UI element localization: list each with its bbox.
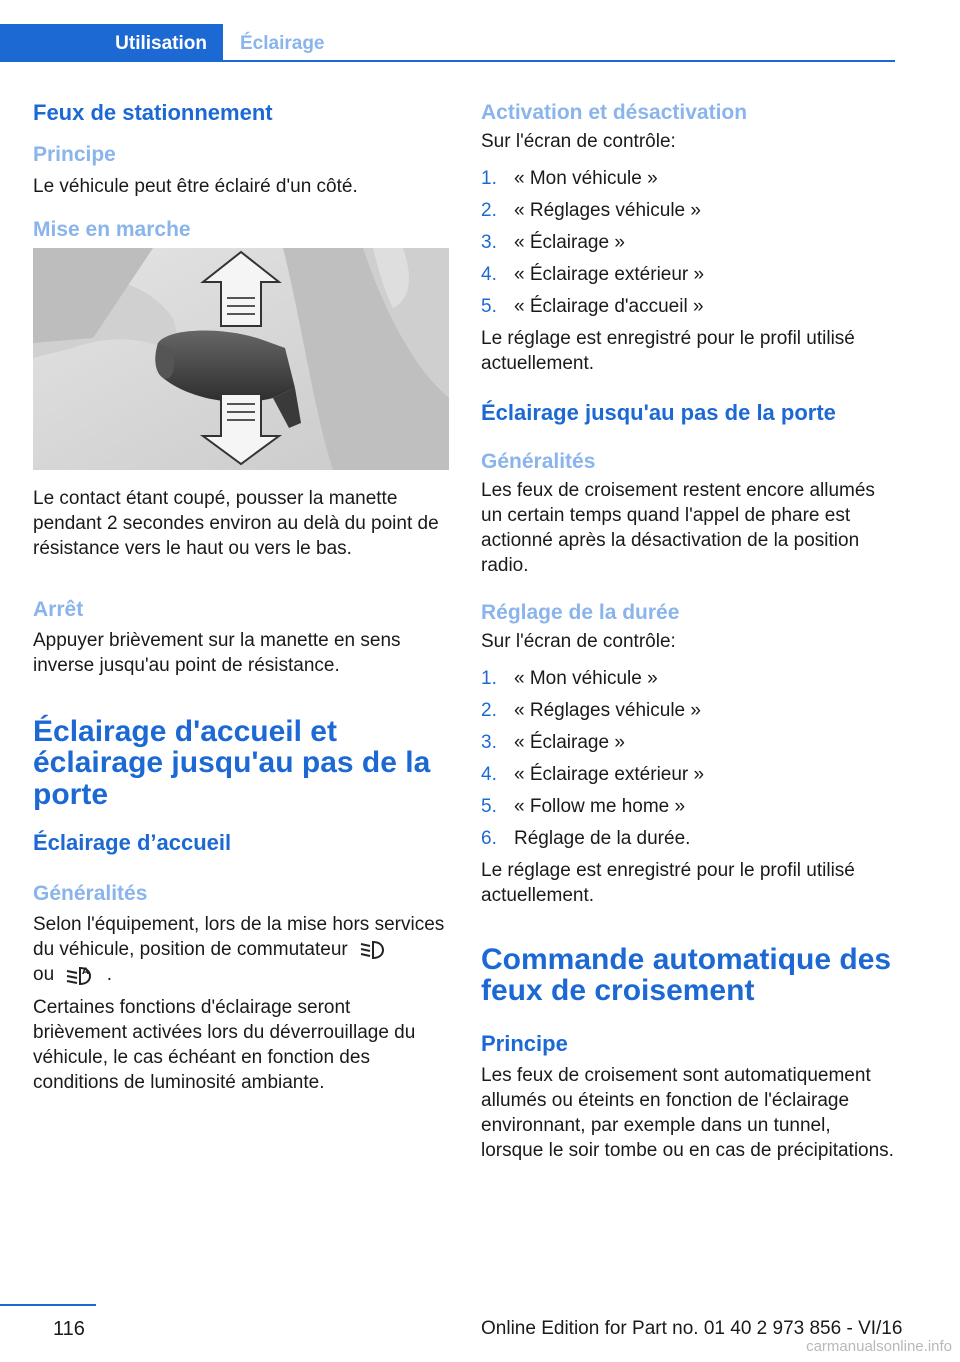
list-item-number: 3. xyxy=(481,731,497,753)
list-item-text: « Éclairage » xyxy=(514,232,625,254)
list-item-text: « Mon véhicule » xyxy=(514,168,658,190)
footer-rule xyxy=(0,1304,96,1306)
text-arret: Appuyer brièvement sur la manette en sens inverse jusqu'au point de résistance. xyxy=(33,629,401,676)
heading-principe-right: Principe xyxy=(481,1030,568,1056)
list-item-number: 2. xyxy=(481,699,497,721)
heading-commande-automatique: Commande automatique des feux de croisement xyxy=(481,942,892,1008)
menu-path-list-accueil xyxy=(481,166,897,319)
tab-utilisation xyxy=(0,24,223,62)
tab-eclairage: Éclairage xyxy=(240,33,325,54)
heading-eclairage-accueil: Éclairage d’accueil xyxy=(33,830,232,856)
list-item-number: 2. xyxy=(481,200,497,222)
heading-arret: Arrêt xyxy=(33,597,84,621)
heading-mise-en-marche: Mise en marche xyxy=(33,217,191,241)
stalk-illustration-svg xyxy=(33,248,449,470)
list-item-text: « Réglages véhicule » xyxy=(514,200,701,222)
list-item xyxy=(481,262,897,287)
auto-headlight-icon xyxy=(65,963,95,987)
heading-reglage-duree: Réglage de la durée xyxy=(481,600,680,624)
text-generalites-2: Certaines fonctions d'éclairage seront brièvement activées lors du déverrouillage du véhicule, le cas échéant en fonction des conditions de luminosité ambiante. xyxy=(33,997,416,1094)
right-column xyxy=(481,100,897,1181)
list-item-number: 3. xyxy=(481,232,497,254)
heading-activation: Activation et désactivation xyxy=(481,101,748,124)
list-item-text: « Éclairage extérieur » xyxy=(514,763,705,785)
heading-generalites-left: Généralités xyxy=(33,881,148,905)
list-item-text: « Éclairage » xyxy=(514,731,625,753)
list-item-number: 5. xyxy=(481,795,497,817)
text-generalites-1 xyxy=(33,912,449,987)
low-beam-parking-icon xyxy=(359,939,385,961)
list-item xyxy=(481,794,897,819)
list-item xyxy=(481,230,897,255)
text-ecran-1: Sur l'écran de contrôle: xyxy=(481,131,676,153)
list-item-number: 5. xyxy=(481,296,497,318)
list-item-number: 1. xyxy=(481,667,497,689)
text-principe-right: Les feux de croisement sont automatiquement allumés ou éteints en fonction de l'éclairage environnant, par exemple dans un tunnel, lorsque le soir tombe ou en cas de précipitations. xyxy=(481,1065,894,1162)
heading-feux-stationnement: Feux de stationnement xyxy=(33,100,273,125)
text-ecran-2: Sur l'écran de contrôle: xyxy=(481,630,676,652)
list-item xyxy=(481,730,897,755)
text-principe: Le véhicule peut être éclairé d'un côté. xyxy=(33,175,358,197)
list-item xyxy=(481,198,897,223)
list-item xyxy=(481,294,897,319)
list-item-text: « Éclairage d'accueil » xyxy=(514,296,704,318)
list-item-number: 6. xyxy=(481,827,497,849)
heading-generalites-right: Généralités xyxy=(481,449,596,473)
list-item-text: Réglage de la durée. xyxy=(514,827,691,849)
page-header xyxy=(0,0,960,64)
text-generalites-1-a: Selon l'équipement, lors de la mise hors services du véhicule, position de commutateur xyxy=(33,914,445,961)
menu-path-list-duree xyxy=(481,666,897,851)
list-item-number: 1. xyxy=(481,168,497,190)
left-column xyxy=(33,100,449,1113)
list-item-text: « Éclairage extérieur » xyxy=(514,264,705,286)
list-item-text: « Follow me home » xyxy=(514,795,686,817)
header-rule xyxy=(0,60,895,62)
text-mise-en-marche: Le contact étant coupé, pousser la manette pendant 2 secondes environ au delà du point de résistance vers le haut ou vers le bas. xyxy=(33,487,439,559)
list-item-text: « Réglages véhicule » xyxy=(514,699,701,721)
heading-pas-porte: Éclairage jusqu'au pas de la porte xyxy=(481,400,836,426)
text-enregistre-2: Le réglage est enregistré pour le profil utilisé actuellement. xyxy=(481,859,855,906)
list-item xyxy=(481,698,897,723)
text-generalites-ou: ou xyxy=(33,964,55,986)
watermark: carmanualsonline.info xyxy=(806,1338,952,1355)
list-item xyxy=(481,666,897,691)
list-item xyxy=(481,166,897,191)
list-item-number: 4. xyxy=(481,264,497,286)
list-item xyxy=(481,762,897,787)
heading-eclairage-accueil-section: Éclairage d'accueil et éclairage jusqu'au pas de la porte xyxy=(33,714,431,811)
heading-principe: Principe xyxy=(33,143,116,167)
svg-text:A: A xyxy=(82,967,90,978)
list-item xyxy=(481,826,897,851)
online-edition-label: Online Edition for Part no. 01 40 2 973 856 - VI/16 xyxy=(481,1318,903,1339)
list-item-text: « Mon véhicule » xyxy=(514,667,658,689)
text-enregistre-1: Le réglage est enregistré pour le profil utilisé actuellement. xyxy=(481,328,855,375)
list-item-number: 4. xyxy=(481,763,497,785)
tab-utilisation-label: Utilisation xyxy=(115,33,207,54)
page-number: 116 xyxy=(53,1318,85,1340)
stalk-illustration xyxy=(33,248,449,470)
text-generalites-end: . xyxy=(106,964,112,986)
text-generalites-right: Les feux de croisement restent encore allumés un certain temps quand l'appel de phare est actionné après la désactivation de la position radio. xyxy=(481,479,875,576)
